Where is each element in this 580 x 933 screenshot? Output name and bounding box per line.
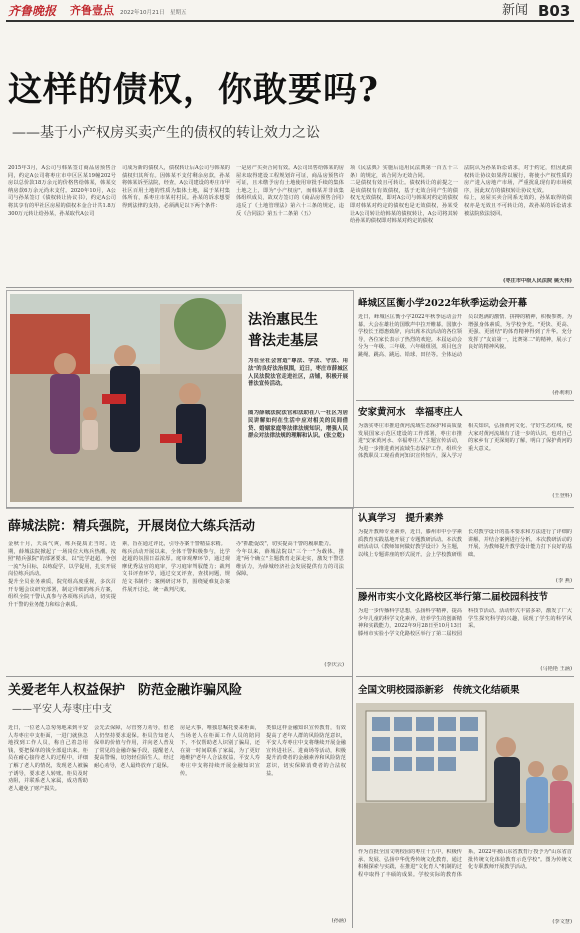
article-d-rule	[356, 588, 574, 589]
article-f-col-3: 办"抓能促改"，切实提高干警的履职能力。 今年以来，薛城法院以"三个一"为载体，推进"两个确立"主题教育走深走实，激发干警思维活力，为薛城经济社会发展提供有力的司法保障。	[236, 541, 344, 578]
article-c-title: 安家黄河水 幸福枣庄人	[358, 407, 463, 418]
article-f-title: 薛城法院：精兵强院，开展岗位大练兵活动	[8, 519, 256, 534]
article-e-title: 滕州市实小文化路校区举行第二届校园科技节	[358, 592, 549, 603]
article-d-text: 为提升教师专业素养，近日，滕州市中小学素质教育实践基地开展了专题教研活动。本次教研活动以《教师如何做好教学设计》为主题，以线上专题讲座的形式展开。会上学校教研组长对教学设计的基本要求和方法进行了详细的讲解，并结合案例进行分析。本次教研活动的开展，为教师提升教学设计能力打下良好的基础。	[358, 529, 572, 558]
article-g-col-3: 房是大事，唯独思嘱托要来柜面，当场老人在柜面工作人员的陪同下，不仅帮助老人识别了骗局，还在第一时间联系了家属，为了更好地维护老年人合法权益，平安人寿枣庄中支将持续开展金融知识宣传。	[180, 725, 260, 777]
feature-title: 法治惠民生 普法走基层	[248, 312, 318, 349]
article-g-col-4: 类似这样金融知识宣传教育，有效提高了老年人群的风险防范意识，平安人寿枣庄中支将继续开展金融宣传进社区、进商场等活动，积极提升消费者的金融素养和风险防范意识，切实保障消费者的合法权益。	[266, 725, 346, 777]
article-d-byline: (李 燕)	[555, 578, 572, 584]
lead-col-4: 项《民法典》实施后适用民法典第一百五十三条）的规定，该合同为无效合同。 二是债权有效且可转让。债权转让的前提之一是该债权有有效债权，基于无效合同产生的债权无无效债权，即对A公司与韩某对约定的债权即对韩某对约定的债权也是无效债权，孙某受让A公司转让给韩某的债权转让，A公司将其转给孙某的债权即对韩某对约定的债权	[350, 165, 458, 225]
masthead-rule	[6, 20, 574, 22]
newspaper-logo	[8, 3, 56, 19]
article-g-col-2: 会先去保障，尽管努力劝导，但老人仍坚持要求退保。柜员告知老人保单的价值与作用，并向老人普及了常见的金融诈骗手段，提醒老人提高警惕，切勿轻信陌生人，经过耐心劝导，老人最终放弃了退保。	[94, 725, 174, 769]
issue-weekday: 星期五	[170, 10, 187, 16]
article-b-text: 近日，峄城区匡衡小学2022年秋季运动会开幕。大会在雄壮的国歌声中拉开帷幕。国旗小学校长王德惠致辞，向出席本次活动的各位领导，各位家长表示了热烈的欢迎。本届运动会分为一年级、三年级、六年级组别，项目包含跳绳、跳高、跳远、铅球、田径等。全体运动员以饱满的激情、拼搏的精神，积极参赛。为增强身体素质，为学校争光。"更快、更高、更强、更团结"的体育精神得到了升华。充分发挥了"友谊第一，比赛第二"的精神，展示了良好的精神风貌。	[358, 314, 572, 358]
article-c-text: 为落实枣庄市推进黄河流域生态保护和高质量发展国家示范区建设的工作部署，枣庄市推进"安家黄河水、幸福枣庄人"主题宣传活动，为进一步推进黄河流域生态保护工作，组织全体教职员工观看黄河知识宣传短片，深入学习相关知识，弘扬黄河文化、守好生态红线，使大家对黄河流域有了进一步的认识，也对自己的家乡有了更深刻的了解，明白了保护黄河的重大意义。	[358, 423, 572, 460]
article-g-col-1: 近日，一位老人急匆匆地来到平安人寿枣庄中支柜面，一进门就焦急地找到工作人员，称自己着急用钱，要把保单的钱全部退出来。柜员在耐心接待老人的过程中，详细了解了老人的情况，发现老人被骗子诱导，要求老人转账。柜员及时劝阻，并联系老人家属，成功帮助老人避免了财产损失。	[8, 725, 88, 792]
lead-col-5: 法院认为孙某诉讼请求，对于约定，但因此债权转让协议如果得以履行，将使小产权性质的房产进入房地产市场，严重扰乱现有的市场秩序，因此双方的债权转让协议无效。 综上，房屋买卖合同系无效的，孙某取得的债权亦是无效且不可转让的，故孙某的诉讼请求被法院依法驳回。	[464, 165, 572, 217]
article-f-col-2: 素，旨在通过评比，引导办案干警精益求精。 练兵活动开展以来，全体干警积极参与，比学赶超的氛围日益浓厚。庭审观摩环节，通过观摩优秀法官的庭审，学习庭审驾驭能力；裁判文书评查环节，通过交叉评查，查找问题，规范文书制作；案例研讨环节，围绕疑难复杂案件展开讨论，统一裁判尺度。	[122, 541, 230, 593]
article-b-rule	[356, 400, 574, 401]
feature-photo	[10, 294, 242, 502]
article-f-byline: (李庆云)	[324, 662, 344, 668]
lead-col-1: 2015年3月，A公司与韩某签订商品房预售合同，约定A公司将枣庄市中区区某19幢202号房以总价款18万余元的价格售给韩某，韩某交纳房款6万余元尚未支付。2020年10月，A公司与孙某签订《债权转让协议书》，约定A公司将其享有的甲社区房屋的债权本金合计共1.8万300万元转让给孙某，孙某取代A公司	[8, 165, 116, 217]
article-e-byline: (马艳艳 王涵)	[540, 666, 572, 672]
article-h-title: 全国文明校园添新彩 传统文化结硕果	[358, 685, 520, 696]
lead-title: 这样的债权，你敢要吗?	[8, 70, 379, 110]
article-g-subtitle: ——平安人寿枣庄中支	[12, 704, 112, 715]
feature-caption-1: 为在全社会营造"尊法、学法、守法、用法"的良好法治氛围，近日，枣庄市薛城区人民法院法官走进社区，店铺，积极开展普法宣传活动。	[248, 358, 348, 388]
section-name: 新闻	[502, 3, 529, 18]
article-f-col-1: 金秋十月，天高气爽，练兵提质正当时。近期，薛城法院掀起了一场岗位大练兵热潮。按照"精兵强院"的部署要求，以"比学赶超、争创一流"为目标，以练促学，以学促用，扎实开展岗位练兵活动。 提升全员业务素质，院党组高度重视，多次召开专题会议研究部署，制定详细的练兵方案，组织全院干警认真参与各项练兵活动，切实提升干警的业务能力和综合素质。	[8, 541, 116, 608]
article-c-byline: (王登科)	[552, 493, 572, 499]
article-h-byline: (李文慧)	[552, 919, 572, 925]
article-h-text: 作为首批全国文明校园的枣庄十五中，积极传承、发展、弘扬中华优秀传统文化教育，通过积极探索与实践，在推进"文化育人"机制的过程中取得了丰硕的成果。学校实际的教育体系，2022年被山东省教育厅授予为"山东省首批传统文化体验教育示范学校"。图为传统文化专职教师开展教学活动。	[358, 849, 572, 878]
lead-rule	[6, 287, 574, 288]
classroom-photo-scene	[356, 703, 574, 845]
issue-date: 2022年10月21日	[120, 10, 165, 16]
feature-caption-2: 图为薛城法院法官和法助在八一社区为居民讲解如何在生活中应对相关的民间借贷、婚姻家庭等法律法规知识，增强人民群众对法律法规的理解和认识。(张立乾)	[248, 410, 348, 440]
brand-name: 齐鲁晚报	[8, 4, 57, 18]
article-d-title: 认真学习 提升素养	[358, 513, 444, 524]
article-f-rule	[6, 676, 352, 677]
right-col-divider	[352, 508, 353, 928]
lead-col-2: 司成为新的债权人，债权转让后A公司与韩某的债权归其所有。因韩某不支付剩余房款，孙某将韩某诉至法院，经查，A公司建设的枣庄市甲社区百用土地的性质为集体土地，属于某村集体所有，系枣庄市某村村民。孙某的诉求想要得到法律的支持，必须满足以下两个条件：	[122, 165, 230, 209]
lead-byline: (枣庄市中级人民法院 姚天伟)	[503, 278, 572, 284]
article-g-byline: (孙涵)	[331, 918, 346, 924]
article-g-title: 关爱老年人权益保护 防范金融诈骗风险	[8, 683, 243, 698]
article-e-text: 为进一步传播科学思想，弘扬科学精神，提高少年儿童的科学文化素养，培养学生的创新精神和实践能力，2022年9月28日至10月13日滕州市实验小学文化路校区举行了第二届校园科技节活动。活动形式丰富多彩，激发了广大学生探究科学的兴趣，展现了学生的科学风采。	[358, 608, 572, 637]
article-e-rule	[356, 676, 574, 677]
article-c-rule	[6, 507, 574, 508]
lead-col-3: 一是房产买卖合同有效。A公司出售给韩某的房屋未取得建设工程规划许可证，商品房预售许可证，且未缴予房有土地使用审批手续的集体土地之上，即为"小产权房"，而韩某并非该集体组织成员，故双方签订的《商品房预售合同》违反了《土地管理法》第六十三条的规定，违反《合同法》第五十二条第（五）	[236, 165, 344, 217]
lead-subtitle: ——基于小产权房买卖产生的债权的转让效力之讼	[12, 125, 320, 141]
page-number: B03	[538, 2, 571, 20]
article-b-byline: (孙莉莉)	[552, 390, 572, 396]
edition-label: 齐鲁壹点	[70, 4, 114, 17]
article-b-title: 峄城区匡衡小学2022年秋季运动会开幕	[358, 298, 527, 309]
feature-photo-scene	[10, 294, 242, 502]
article-h-photo	[356, 703, 574, 845]
